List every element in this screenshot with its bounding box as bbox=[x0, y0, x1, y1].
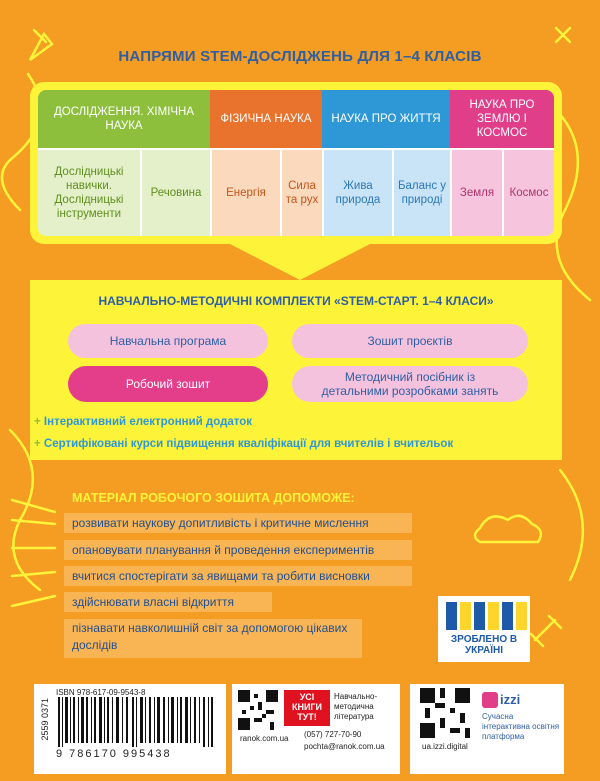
material-item: вчитися спостерігати за явищами та робити висновки bbox=[64, 566, 412, 586]
kit-bullet-courses: + Сертифіковані курси підвищення кваліфікації для вчителів і вчительок bbox=[34, 438, 454, 450]
barcode-number: 9 786170 995438 bbox=[56, 748, 172, 760]
ranok-site: ranok.com.ua bbox=[240, 734, 289, 743]
publisher-email: pochta@ranok.com.ua bbox=[304, 742, 385, 751]
uskny-logo: УСІ КНИГИ ТУТ! bbox=[284, 690, 330, 726]
izzi-brand: izzi bbox=[500, 692, 521, 707]
direction-earth-space: НАУКА ПРО ЗЕМЛЮ І КОСМОС bbox=[450, 90, 554, 148]
side-code: 2559 0371 bbox=[40, 698, 50, 741]
kit-workbook: Робочий зошит bbox=[68, 366, 268, 402]
qr-code-izzi-icon bbox=[420, 688, 470, 738]
publisher-note: Навчально-методична література bbox=[334, 692, 378, 721]
down-arrow-icon bbox=[0, 0, 600, 300]
material-item: опановувати планування й проведення експериментів bbox=[64, 540, 412, 560]
publisher-phone: (057) 727-70-90 bbox=[304, 730, 362, 739]
izzi-site: ua.izzi.digital bbox=[422, 742, 468, 751]
material-item: пізнавати навколишній світ за допомогою цікавих дослідів bbox=[64, 619, 362, 658]
barcode-icon bbox=[56, 697, 214, 747]
kit-methodical-guide: Методичний посібник із детальними розробками занять bbox=[292, 366, 528, 402]
direction-research-chemistry: ДОСЛІДЖЕННЯ. ХІМІЧНА НАУКА bbox=[38, 90, 210, 148]
izzi-play-icon bbox=[482, 692, 498, 708]
material-item: здійснювати власні відкриття bbox=[64, 592, 272, 612]
material-item: розвивати наукову допитливість і критичне мислення bbox=[64, 513, 412, 533]
sub-space: Космос bbox=[502, 148, 554, 236]
direction-physics: ФІЗИЧНА НАУКА bbox=[210, 90, 322, 148]
sub-research-skills: Дослідницькі навички. Дослідницькі інструменти bbox=[38, 148, 140, 236]
sub-energy: Енергія bbox=[210, 148, 280, 236]
kit-bullet-app: + Інтерактивний електронний додаток bbox=[34, 416, 253, 428]
made-in-ukraine-badge bbox=[438, 596, 530, 662]
qr-code-ranok-icon bbox=[238, 690, 278, 730]
sub-force-motion: Сила та рух bbox=[280, 148, 322, 236]
kit-program: Навчальна програма bbox=[68, 324, 268, 358]
izzi-note: Сучасна інтерактивна освітня платформа bbox=[482, 712, 560, 741]
page-title: НАПРЯМИ STEM-ДОСЛІДЖЕНЬ ДЛЯ 1–4 КЛАСІВ bbox=[118, 48, 482, 65]
sub-substance: Речовина bbox=[140, 148, 210, 236]
material-title: МАТЕРІАЛ РОБОЧОГО ЗОШИТА ДОПОМОЖЕ: bbox=[72, 491, 355, 505]
sub-nature-balance: Баланс у природі bbox=[392, 148, 450, 236]
direction-life-science: НАУКА ПРО ЖИТТЯ bbox=[322, 90, 450, 148]
sub-living-nature: Жива природа bbox=[322, 148, 392, 236]
made-in-ukraine-text: ЗРОБЛЕНО В УКРАЇНІ bbox=[450, 634, 518, 656]
isbn-text: ISBN 978-617-09-9543-8 bbox=[56, 688, 146, 697]
kit-project-notebook: Зошит проєктів bbox=[292, 324, 528, 358]
flag-stripes-icon bbox=[446, 602, 527, 630]
kits-title: НАВЧАЛЬНО-МЕТОДИЧНІ КОМПЛЕКТИ «STEM-СТАРТ. 1–4 КЛАСИ» bbox=[98, 294, 494, 308]
sub-earth: Земля bbox=[450, 148, 502, 236]
